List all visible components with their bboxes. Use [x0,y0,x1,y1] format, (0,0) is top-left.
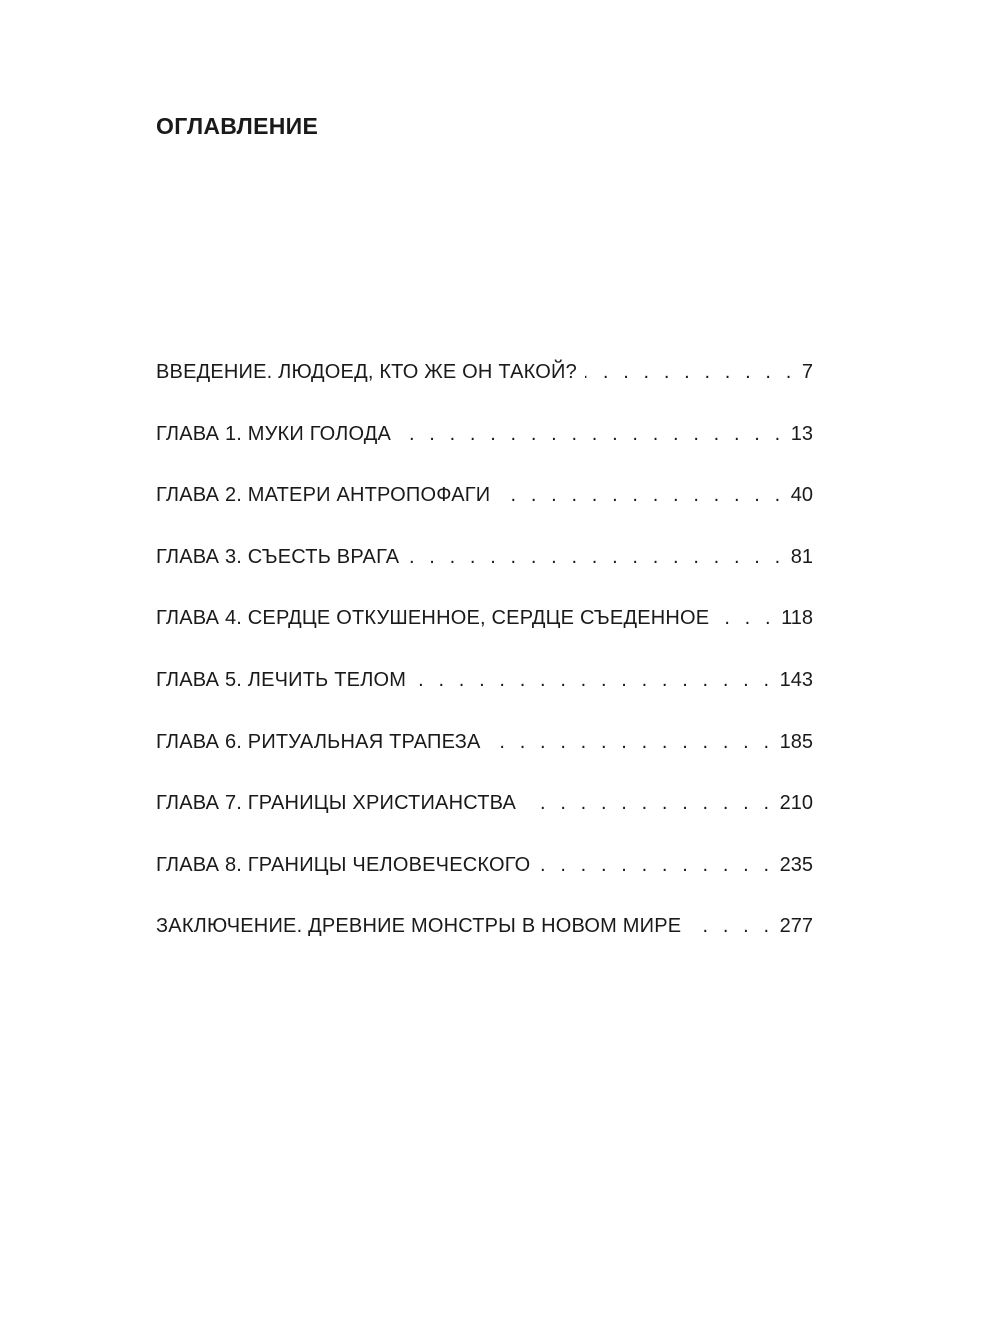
toc-entry-title: ГЛАВА 5. ЛЕЧИТЬ ТЕЛОМ [156,668,407,691]
toc-entry-title: ГЛАВА 7. ГРАНИЦЫ ХРИСТИАНСТВА [156,792,517,815]
toc-entry-page-number: 210 [779,792,813,815]
toc-entry-page-number: 7 [801,361,813,383]
dot-leader [489,731,774,754]
toc-entry-conclusion[interactable] [156,915,813,977]
dot-leader [407,546,784,569]
toc-entry-page-number: 185 [779,730,813,753]
toc-entry-title: ГЛАВА 6. РИТУАЛЬНАЯ ТРАПЕЗА [156,730,481,753]
toc-entry-chapter-6[interactable] [156,731,813,793]
dot-leader [399,423,785,446]
dot-leader [414,669,773,692]
toc-entry-chapter-4[interactable] [156,607,813,669]
toc-entry-title: ГЛАВА 4. СЕРДЦЕ ОТКУШЕННОЕ, СЕРДЦЕ СЪЕДЕННОЕ [156,607,710,630]
toc-entry-chapter-3[interactable] [156,546,813,608]
toc-entry-introduction[interactable] [156,361,813,423]
page-title: ОГЛАВЛЕНИЕ [156,113,319,139]
toc-entry-page-number: 13 [790,422,813,445]
toc-entry-page-number: 81 [790,545,813,568]
toc-entry-chapter-8[interactable] [156,854,813,916]
toc-entry-title: ГЛАВА 1. МУКИ ГОЛОДА [156,422,392,445]
dot-leader [689,915,773,938]
dot-leader [538,854,773,877]
toc-entry-title: ЗАКЛЮЧЕНИЕ. ДРЕВНИЕ МОНСТРЫ В НОВОМ МИРЕ [156,915,682,938]
toc-entry-title: ГЛАВА 2. МАТЕРИ АНТРОПОФАГИ [156,484,491,507]
toc-entry-page-number: 235 [779,853,813,876]
toc-entry-page-number: 277 [779,915,813,938]
toc-entry-title: ВВЕДЕНИЕ. ЛЮДОЕД, КТО ЖЕ ОН ТАКОЙ? [156,361,577,383]
toc-entry-title: ГЛАВА 3. СЪЕСТЬ ВРАГА [156,545,400,568]
dot-leader [524,792,774,815]
toc-entry-chapter-5[interactable] [156,669,813,731]
toc-entry-page-number: 118 [781,607,813,630]
toc-entry-chapter-1[interactable] [156,423,813,485]
table-of-contents [156,361,813,977]
toc-entry-page-number: 40 [790,484,813,507]
dot-leader [717,607,775,630]
toc-entry-title: ГЛАВА 8. ГРАНИЦЫ ЧЕЛОВЕЧЕСКОГО [156,853,531,876]
toc-entry-page-number: 143 [779,668,813,691]
toc-entry-chapter-7[interactable] [156,792,813,854]
dot-leader [585,361,796,384]
dot-leader [498,484,784,507]
toc-entry-chapter-2[interactable] [156,484,813,546]
